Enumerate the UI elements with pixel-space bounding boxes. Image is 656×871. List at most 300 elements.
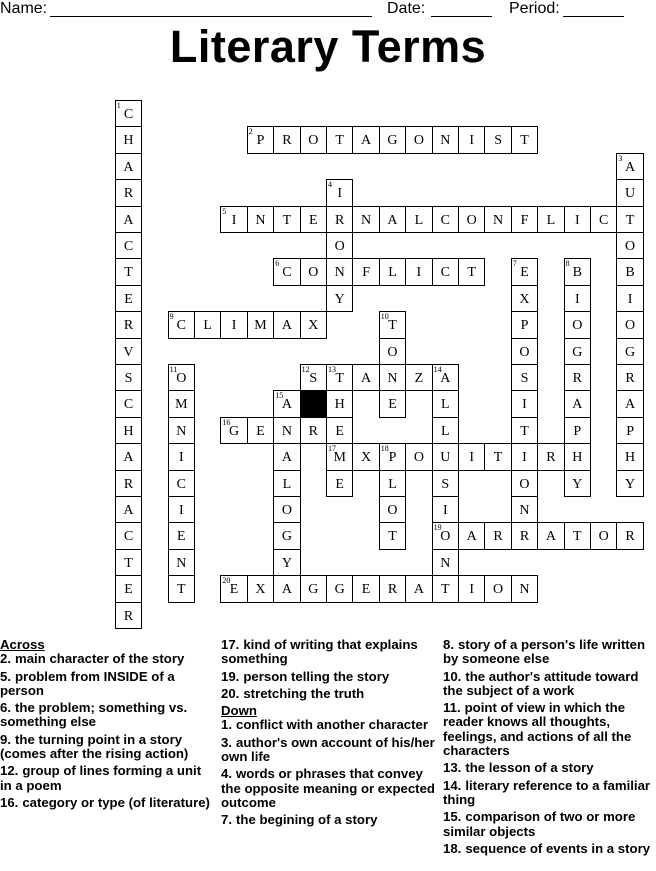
grid-cell[interactable]	[326, 206, 353, 233]
cell-letter: I	[416, 265, 422, 281]
clue-text: the lesson of a story	[465, 760, 594, 776]
cell-letter: N	[493, 212, 504, 228]
grid-cell[interactable]	[115, 206, 142, 233]
grid-cell[interactable]	[616, 311, 643, 338]
cell-letter: L	[441, 423, 450, 439]
down-heading: Down	[221, 703, 257, 719]
grid-cell[interactable]	[458, 522, 485, 549]
grid-cell[interactable]	[326, 258, 353, 285]
grid-cell[interactable]	[511, 364, 538, 391]
grid-cell[interactable]	[300, 417, 327, 444]
clue-number: 17.	[221, 637, 240, 652]
grid-cell[interactable]	[405, 206, 432, 233]
cell-letter: O	[519, 344, 530, 360]
grid-cell[interactable]	[564, 206, 591, 233]
cell-letter: G	[281, 529, 292, 545]
grid-cell[interactable]	[352, 258, 379, 285]
grid-cell[interactable]	[115, 179, 142, 206]
cell-letter: R	[335, 212, 345, 228]
down-clue	[443, 761, 655, 775]
clue-number: 20	[222, 576, 231, 586]
grid-cell[interactable]	[326, 232, 353, 259]
grid-cell[interactable]	[432, 496, 459, 523]
across-clue	[221, 670, 436, 684]
clue-number: 8.	[443, 637, 454, 652]
grid-cell[interactable]	[115, 443, 142, 470]
grid-cell[interactable]	[115, 364, 142, 391]
cell-letter: R	[625, 529, 635, 545]
grid-cell[interactable]	[115, 549, 142, 576]
clue-text: author's own account of his/her own life	[221, 734, 435, 765]
cell-letter: R	[572, 371, 582, 386]
grid-cell[interactable]	[168, 311, 195, 338]
grid-cell[interactable]	[616, 285, 643, 312]
grid-cell[interactable]	[247, 206, 274, 233]
cell-letter: L	[203, 318, 212, 334]
clue-text: stretching the truth	[243, 685, 365, 701]
grid-cell[interactable]	[220, 311, 247, 338]
grid-cell[interactable]	[273, 258, 300, 285]
grid-cell[interactable]	[458, 258, 485, 285]
grid-cell[interactable]	[511, 417, 538, 444]
cell-letter: I	[337, 186, 343, 202]
cell-letter: H	[334, 397, 345, 413]
grid-cell[interactable]	[352, 575, 379, 602]
cell-letter: O	[466, 212, 477, 228]
cell-letter: A	[387, 212, 398, 228]
grid-cell[interactable]	[564, 338, 591, 365]
grid-cell[interactable]	[326, 443, 353, 470]
grid-cell[interactable]	[564, 258, 591, 285]
cell-letter: X	[361, 450, 372, 466]
grid-cell[interactable]	[511, 390, 538, 417]
grid-cell[interactable]	[458, 443, 485, 470]
grid-cell[interactable]	[379, 258, 406, 285]
cell-letter: O	[281, 503, 292, 518]
grid-cell[interactable]	[300, 258, 327, 285]
grid-cell[interactable]	[405, 575, 432, 602]
cell-letter: L	[388, 476, 397, 492]
cell-letter: Z	[414, 371, 424, 386]
grid-cell[interactable]	[564, 311, 591, 338]
grid-cell[interactable]	[273, 206, 300, 233]
grid-cell[interactable]	[405, 443, 432, 470]
cell-letter: I	[469, 582, 475, 598]
cell-letter: H	[123, 423, 134, 439]
grid-cell[interactable]	[326, 179, 353, 206]
cell-letter: L	[388, 265, 397, 281]
cell-letter: R	[282, 133, 292, 149]
clue-number: 11.	[443, 700, 461, 716]
cell-letter: M	[333, 450, 346, 466]
grid-cell[interactable]	[273, 311, 300, 338]
cell-letter: R	[123, 608, 134, 624]
grid-cell[interactable]	[115, 153, 142, 180]
cell-letter: R	[123, 186, 134, 202]
grid-cell[interactable]	[326, 575, 353, 602]
cell-letter: T	[441, 582, 450, 598]
grid-cell[interactable]	[484, 575, 511, 602]
cell-letter: R	[625, 371, 635, 386]
grid-cell[interactable]	[432, 364, 459, 391]
grid-cell[interactable]	[300, 364, 327, 391]
cell-letter: O	[308, 133, 319, 149]
name-label: Name:	[0, 0, 48, 17]
clue-number: 10.	[443, 668, 462, 684]
grid-cell[interactable]	[616, 390, 643, 417]
grid-cell[interactable]	[194, 311, 221, 338]
grid-cell[interactable]	[379, 206, 406, 233]
cell-letter: G	[334, 582, 345, 598]
cell-letter: T	[335, 371, 344, 386]
grid-cell[interactable]	[379, 338, 406, 365]
cell-letter: T	[520, 133, 529, 149]
grid-cell[interactable]	[458, 575, 485, 602]
grid-cell[interactable]	[115, 126, 142, 153]
grid-cell[interactable]	[273, 522, 300, 549]
grid-cell[interactable]	[379, 443, 406, 470]
grid-cell[interactable]	[115, 285, 142, 312]
grid-cell[interactable]	[168, 575, 195, 602]
grid-cell[interactable]	[273, 443, 300, 470]
grid-cell[interactable]	[168, 549, 195, 576]
grid-cell[interactable]	[616, 153, 643, 180]
clue-text: sequence of events in a story	[465, 840, 651, 856]
cell-letter: I	[178, 503, 184, 518]
cell-letter: C	[440, 212, 450, 228]
cell-letter: A	[572, 397, 583, 413]
grid-cell[interactable]	[405, 258, 432, 285]
cell-letter: I	[627, 291, 633, 307]
cell-letter: O	[387, 344, 398, 360]
grid-cell[interactable]	[300, 126, 327, 153]
cell-letter: T	[282, 212, 292, 228]
grid-cell[interactable]	[220, 417, 247, 444]
cell-letter: N	[176, 423, 187, 439]
grid-cell[interactable]	[115, 575, 142, 602]
across-clue	[0, 701, 210, 730]
grid-cell[interactable]	[616, 232, 643, 259]
down-clue	[221, 767, 436, 810]
cell-letter: O	[493, 582, 504, 598]
grid-cell[interactable]	[405, 364, 432, 391]
grid-cell[interactable]	[326, 390, 353, 417]
grid-cell[interactable]	[220, 575, 247, 602]
cell-letter: R	[387, 582, 398, 598]
cell-letter: E	[229, 582, 239, 598]
grid-cell[interactable]	[379, 126, 406, 153]
grid-cell[interactable]	[537, 522, 564, 549]
clue-text: person telling the story	[243, 668, 390, 684]
cell-letter: O	[625, 318, 636, 334]
clue-text: the begining of a story	[236, 812, 378, 828]
cell-letter: N	[387, 371, 398, 386]
grid-cell[interactable]	[168, 522, 195, 549]
grid-cell[interactable]	[511, 575, 538, 602]
grid-cell[interactable]	[273, 549, 300, 576]
grid-cell[interactable]	[220, 206, 247, 233]
grid-cell[interactable]	[616, 443, 643, 470]
grid-cell[interactable]	[616, 338, 643, 365]
grid-cell[interactable]	[537, 443, 564, 470]
grid-cell[interactable]	[300, 206, 327, 233]
clue-text: the author's attitude toward the subject of a work	[443, 668, 639, 698]
grid-cell[interactable]	[379, 364, 406, 391]
cell-letter: Y	[625, 476, 636, 492]
grid-cell[interactable]	[247, 311, 274, 338]
grid-cell[interactable]	[379, 311, 406, 338]
grid-cell[interactable]	[379, 575, 406, 602]
grid-cell[interactable]	[326, 417, 353, 444]
cell-letter: I	[469, 133, 475, 149]
grid-cell[interactable]	[484, 126, 511, 153]
grid-cell[interactable]	[115, 496, 142, 523]
grid-cell[interactable]	[352, 206, 379, 233]
grid-cell[interactable]	[115, 232, 142, 259]
clue-number: 2	[248, 127, 253, 137]
cell-letter: T	[124, 265, 133, 281]
grid-cell[interactable]	[115, 417, 142, 444]
period-label: Period:	[509, 0, 560, 17]
cell-letter: L	[441, 397, 450, 413]
grid-cell[interactable]	[564, 417, 591, 444]
page-title: Literary Terms	[169, 21, 487, 72]
grid-cell[interactable]	[273, 126, 300, 153]
grid-cell[interactable]	[247, 575, 274, 602]
grid-cell[interactable]	[511, 443, 538, 470]
grid-cell[interactable]	[379, 522, 406, 549]
cell-letter: E	[256, 423, 265, 439]
cell-letter: T	[335, 133, 344, 149]
grid-cell[interactable]	[616, 364, 643, 391]
clue-number: 1	[116, 101, 121, 110]
cell-letter: G	[572, 344, 583, 360]
grid-cell[interactable]	[484, 206, 511, 233]
down-clue	[443, 701, 655, 758]
grid-cell[interactable]	[432, 206, 459, 233]
grid-cell[interactable]	[326, 470, 353, 497]
grid-cell[interactable]	[300, 575, 327, 602]
grid-cell[interactable]	[273, 496, 300, 523]
grid-cell[interactable]	[115, 338, 142, 365]
down-clue	[443, 810, 655, 839]
cell-letter: S	[309, 371, 318, 386]
cell-letter: C	[123, 397, 134, 413]
grid-cell[interactable]	[432, 522, 459, 549]
cell-letter: N	[281, 423, 292, 439]
cell-letter: T	[124, 555, 133, 571]
grid-cell[interactable]	[511, 126, 538, 153]
grid-cell[interactable]	[273, 470, 300, 497]
cell-letter: L	[414, 212, 424, 228]
grid-cell[interactable]	[511, 338, 538, 365]
clue-text: group of lines forming a unit in a poem	[0, 763, 202, 793]
grid-cell[interactable]	[115, 522, 142, 549]
grid-cell[interactable]	[616, 417, 643, 444]
grid-cell[interactable]	[326, 126, 353, 153]
grid-cell[interactable]	[115, 311, 142, 338]
grid-cell[interactable]	[432, 390, 459, 417]
cell-letter: T	[388, 318, 397, 334]
down-clue	[443, 842, 655, 856]
cell-letter: C	[123, 529, 134, 545]
cell-letter: I	[178, 450, 184, 466]
grid-cell[interactable]	[247, 126, 274, 153]
clue-number: 20.	[221, 685, 240, 701]
cell-letter: A	[281, 318, 292, 334]
grid-cell[interactable]	[484, 522, 511, 549]
clue-number: 15.	[443, 809, 462, 825]
clue-number: 14	[433, 365, 442, 374]
grid-cell[interactable]	[564, 390, 591, 417]
cell-letter: R	[493, 529, 503, 545]
grid-cell[interactable]	[379, 496, 406, 523]
grid-cell[interactable]	[432, 549, 459, 576]
down-clue	[221, 718, 436, 732]
cell-letter: A	[123, 159, 134, 175]
cell-letter: A	[625, 159, 636, 175]
grid-cell[interactable]	[405, 126, 432, 153]
cell-letter: L	[546, 212, 556, 228]
cell-letter: S	[520, 371, 529, 386]
cell-letter: S	[441, 476, 450, 492]
cell-letter: E	[124, 291, 133, 307]
down-clue	[221, 813, 436, 827]
grid-cell[interactable]	[564, 285, 591, 312]
clues-column-2	[221, 638, 436, 831]
across-clue	[0, 796, 210, 810]
grid-cell[interactable]	[511, 470, 538, 497]
grid-cell[interactable]	[564, 522, 591, 549]
grid-cell[interactable]	[352, 364, 379, 391]
grid-cell[interactable]	[326, 364, 353, 391]
grid-cell[interactable]	[115, 100, 142, 127]
clue-number: 3.	[221, 734, 232, 750]
grid-cell[interactable]	[326, 285, 353, 312]
cell-letter: T	[493, 450, 503, 466]
grid-cell[interactable]	[168, 443, 195, 470]
grid-cell[interactable]	[484, 443, 511, 470]
date-label: Date:	[387, 0, 426, 17]
grid-cell[interactable]	[537, 206, 564, 233]
grid-cell[interactable]	[352, 126, 379, 153]
grid-cell[interactable]	[273, 575, 300, 602]
cell-letter: C	[282, 265, 292, 281]
grid-cell[interactable]	[511, 206, 538, 233]
grid-cell[interactable]	[564, 443, 591, 470]
cell-letter: C	[176, 476, 186, 492]
cell-letter: E	[177, 529, 186, 545]
cell-letter: C	[599, 212, 609, 228]
grid-cell[interactable]	[247, 417, 274, 444]
grid-cell[interactable]	[432, 417, 459, 444]
grid-cell[interactable]	[432, 258, 459, 285]
clue-number: 16	[222, 417, 231, 427]
grid-cell[interactable]	[590, 206, 617, 233]
grid-cell[interactable]	[432, 443, 459, 470]
grid-cell[interactable]	[115, 470, 142, 497]
cell-letter: O	[176, 371, 187, 386]
clue-number: 18.	[443, 840, 462, 856]
clue-text: comparison of two or more similar objects	[443, 809, 636, 839]
clue-text: point of view in which the reader knows all thoughts, feelings, and actions of all the characters	[443, 700, 632, 759]
grid-cell[interactable]	[168, 364, 195, 391]
grid-cell[interactable]	[616, 179, 643, 206]
grid-cell[interactable]	[616, 206, 643, 233]
grid-cell[interactable]	[115, 602, 142, 629]
grid-cell[interactable]	[432, 575, 459, 602]
grid-cell[interactable]	[564, 470, 591, 497]
grid-cell[interactable]	[352, 443, 379, 470]
grid-cell[interactable]	[458, 126, 485, 153]
grid-cell[interactable]	[168, 390, 195, 417]
grid-cell[interactable]	[379, 470, 406, 497]
clue-text: main character of the story	[15, 651, 185, 667]
grid-cell[interactable]	[590, 522, 617, 549]
grid-cell[interactable]	[379, 390, 406, 417]
cell-letter: G	[308, 582, 319, 598]
clue-number: 17	[328, 444, 336, 454]
clue-number: 4	[328, 180, 332, 190]
clue-number: 15	[275, 391, 284, 401]
grid-cell[interactable]	[511, 311, 538, 338]
grid-cell[interactable]	[432, 470, 459, 497]
down-clue	[221, 736, 436, 765]
cell-letter: P	[256, 133, 265, 149]
cell-letter: E	[335, 476, 344, 492]
clue-number: 5.	[0, 668, 11, 684]
grid-cell[interactable]	[458, 206, 485, 233]
cell-letter: I	[522, 450, 527, 466]
cell-letter: H	[123, 133, 134, 149]
grid-cell[interactable]	[273, 390, 300, 417]
cell-letter: N	[361, 212, 372, 228]
down-clue	[443, 670, 655, 699]
clue-number: 6.	[0, 700, 11, 716]
cell-letter: I	[231, 212, 237, 228]
cell-letter: E	[361, 582, 371, 598]
grid-cell[interactable]	[511, 496, 538, 523]
grid-cell[interactable]	[511, 285, 538, 312]
cell-letter: H	[572, 450, 583, 466]
grid-cell[interactable]	[168, 470, 195, 497]
across-clue	[0, 670, 210, 699]
grid-cell[interactable]	[273, 417, 300, 444]
clue-number: 9	[169, 312, 174, 322]
grid-cell[interactable]	[511, 522, 538, 549]
grid-cell[interactable]	[168, 496, 195, 523]
grid-cell[interactable]	[616, 522, 643, 549]
grid-cell[interactable]	[564, 364, 591, 391]
grid-cell[interactable]	[511, 258, 538, 285]
grid-cell[interactable]	[115, 390, 142, 417]
cell-letter: Y	[281, 555, 292, 571]
grid-cell[interactable]	[616, 470, 643, 497]
across-clue	[221, 687, 436, 701]
grid-cell[interactable]	[168, 417, 195, 444]
clues-column-1	[0, 638, 210, 813]
cell-letter: N	[440, 555, 451, 571]
grid-cell[interactable]	[115, 258, 142, 285]
grid-cell[interactable]	[300, 311, 327, 338]
grid-cell[interactable]	[432, 126, 459, 153]
grid-cell[interactable]	[616, 258, 643, 285]
cell-letter: R	[123, 318, 134, 334]
clue-text: the turning point in a story (comes after the rising action)	[0, 731, 189, 762]
cell-letter: T	[467, 265, 476, 281]
across-heading: Across	[0, 637, 45, 652]
cell-letter: L	[282, 476, 292, 492]
